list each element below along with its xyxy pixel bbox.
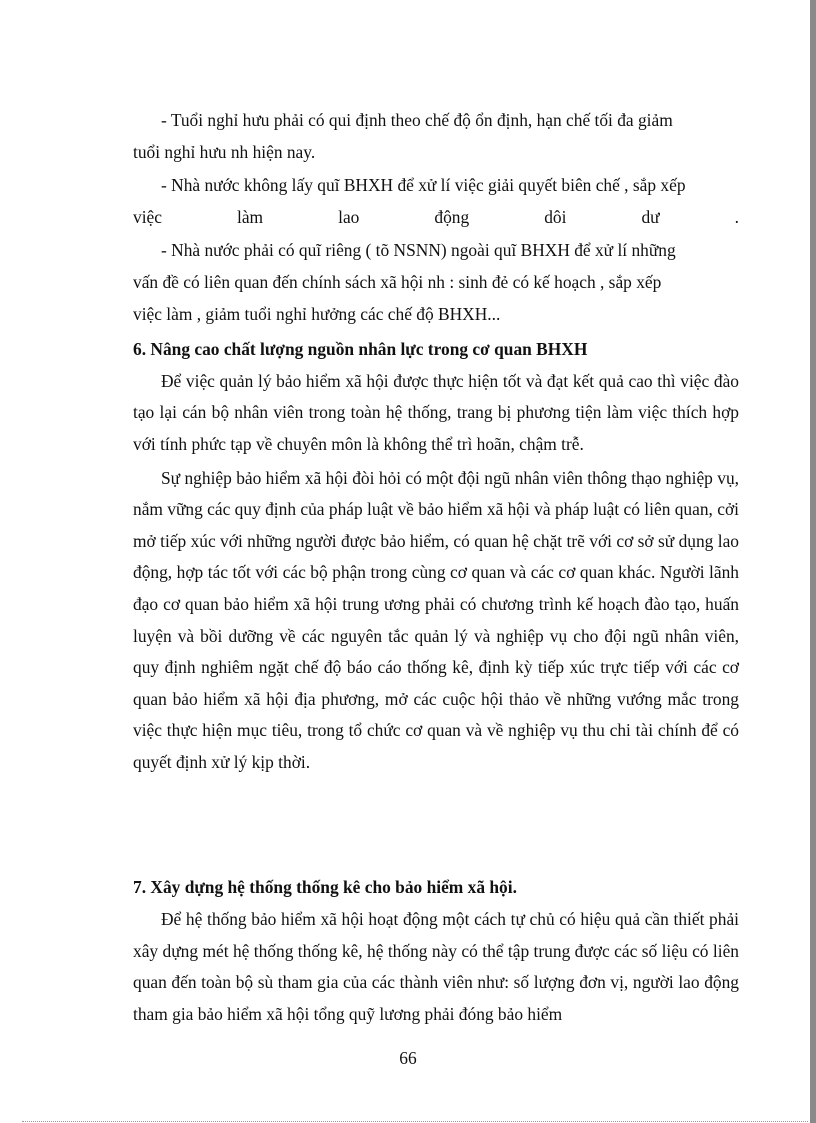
spread-word: . — [734, 206, 739, 227]
bullet-retirement-age-line2: tuổi nghỉ hưu nh hiện nay. — [133, 141, 316, 162]
page-shadow — [810, 0, 816, 1123]
bullet-retirement-age — [133, 105, 739, 168]
spread-word: việc — [133, 206, 162, 227]
bullet-separate-fund-line3: việc làm , giảm tuổi nghỉ hưởng các chế độ BHXH... — [133, 303, 501, 324]
page-number: 66 — [399, 1048, 417, 1068]
bullet-retirement-age-line1: - Tuổi nghỉ hưu phải có qui định theo chế độ ổn định, hạn chế tối đa giảm — [161, 110, 673, 130]
section-6-paragraph-2: Sự nghiệp bảo hiểm xã hội đòi hỏi có một đội ngũ nhân viên thông thạo nghiệp vụ, nắm vững các quy định của pháp luật về bảo hiểm xã hội và pháp luật có liên quan, cởi mở tiếp xúc với những người được bảo hiểm, có quan hệ chặt trẽ với cơ sở sử dụng lao động, hợp tác tốt với các bộ phận trong cùng cơ quan và các cơ quan khác. Người lãnh đạo cơ quan bảo hiểm xã hội trung ương phải có chương trình kế hoạch đào tạo, huấn luyện và bồi dưỡng về các nguyên tắc quản lý và nghiệp vụ cho đội ngũ nhân viên, quy định nghiêm ngặt chế độ báo cáo thống kê, định kỳ tiếp xúc trực tiếp với các cơ quan bảo hiểm xã hội địa phương, mở các cuộc hội thảo về những vướng mắc trong việc thực hiện mục tiêu, trong tổ chức cơ quan và về nghiệp vụ thu chi tài chính để có quyết định xử lý kịp thời. — [133, 467, 739, 772]
spread-word: làm — [237, 206, 264, 227]
section-6-heading: 6. Nâng cao chất lượng nguồn nhân lực trong cơ quan BHXH — [133, 339, 588, 360]
bullet-separate-fund-line1: - Nhà nước phải có quĩ riêng ( tõ NSNN) ngoài quĩ BHXH để xử lí những — [161, 240, 676, 261]
bullet-separate-fund-line2: vấn đề có liên quan đến chính sách xã hội nh : sinh đẻ có kế hoạch , sắp xếp — [133, 271, 662, 292]
section-7-paragraph-1: Để hệ thống bảo hiểm xã hội hoạt động một cách tự chủ có hiệu quả cần thiết phải xây dựng mét hệ thống thống kê, hệ thống này có thể tập trung được các số liệu có liên quan đến toàn bộ sù tham gia của các thành viên như: số lượng đơn vị, người lao động tham gia bảo hiểm xã hội tổng quỹ lương phải đóng bảo hiểm — [133, 909, 739, 1024]
spread-word: động — [434, 206, 470, 227]
bullet-state-fund-usage-line2 — [133, 202, 739, 234]
page-bottom-border — [22, 1121, 808, 1122]
bullet-separate-fund — [133, 235, 739, 330]
page-content — [133, 105, 739, 1030]
bullet-state-fund-usage — [133, 170, 739, 202]
section-6-paragraph-1: Để việc quản lý bảo hiểm xã hội được thực hiện tốt và đạt kết quả cao thì việc đào tạo lại cán bộ nhân viên trong toàn hệ thống, trang bị phương tiện làm việc thích hợp với tính phức tạp về chuyên môn là không thể trì hoãn, chậm trễ. — [133, 370, 739, 454]
spread-word: dư — [641, 206, 660, 227]
bullet-state-fund-usage-line1: - Nhà nước không lấy quĩ BHXH để xử lí việc giải quyết biên chế , sắp xếp — [161, 175, 686, 196]
section-7-heading: 7. Xây dựng hệ thống thống kê cho bảo hiểm xã hội. — [133, 877, 517, 898]
spread-word: dôi — [544, 206, 567, 227]
spread-word: lao — [338, 206, 360, 227]
